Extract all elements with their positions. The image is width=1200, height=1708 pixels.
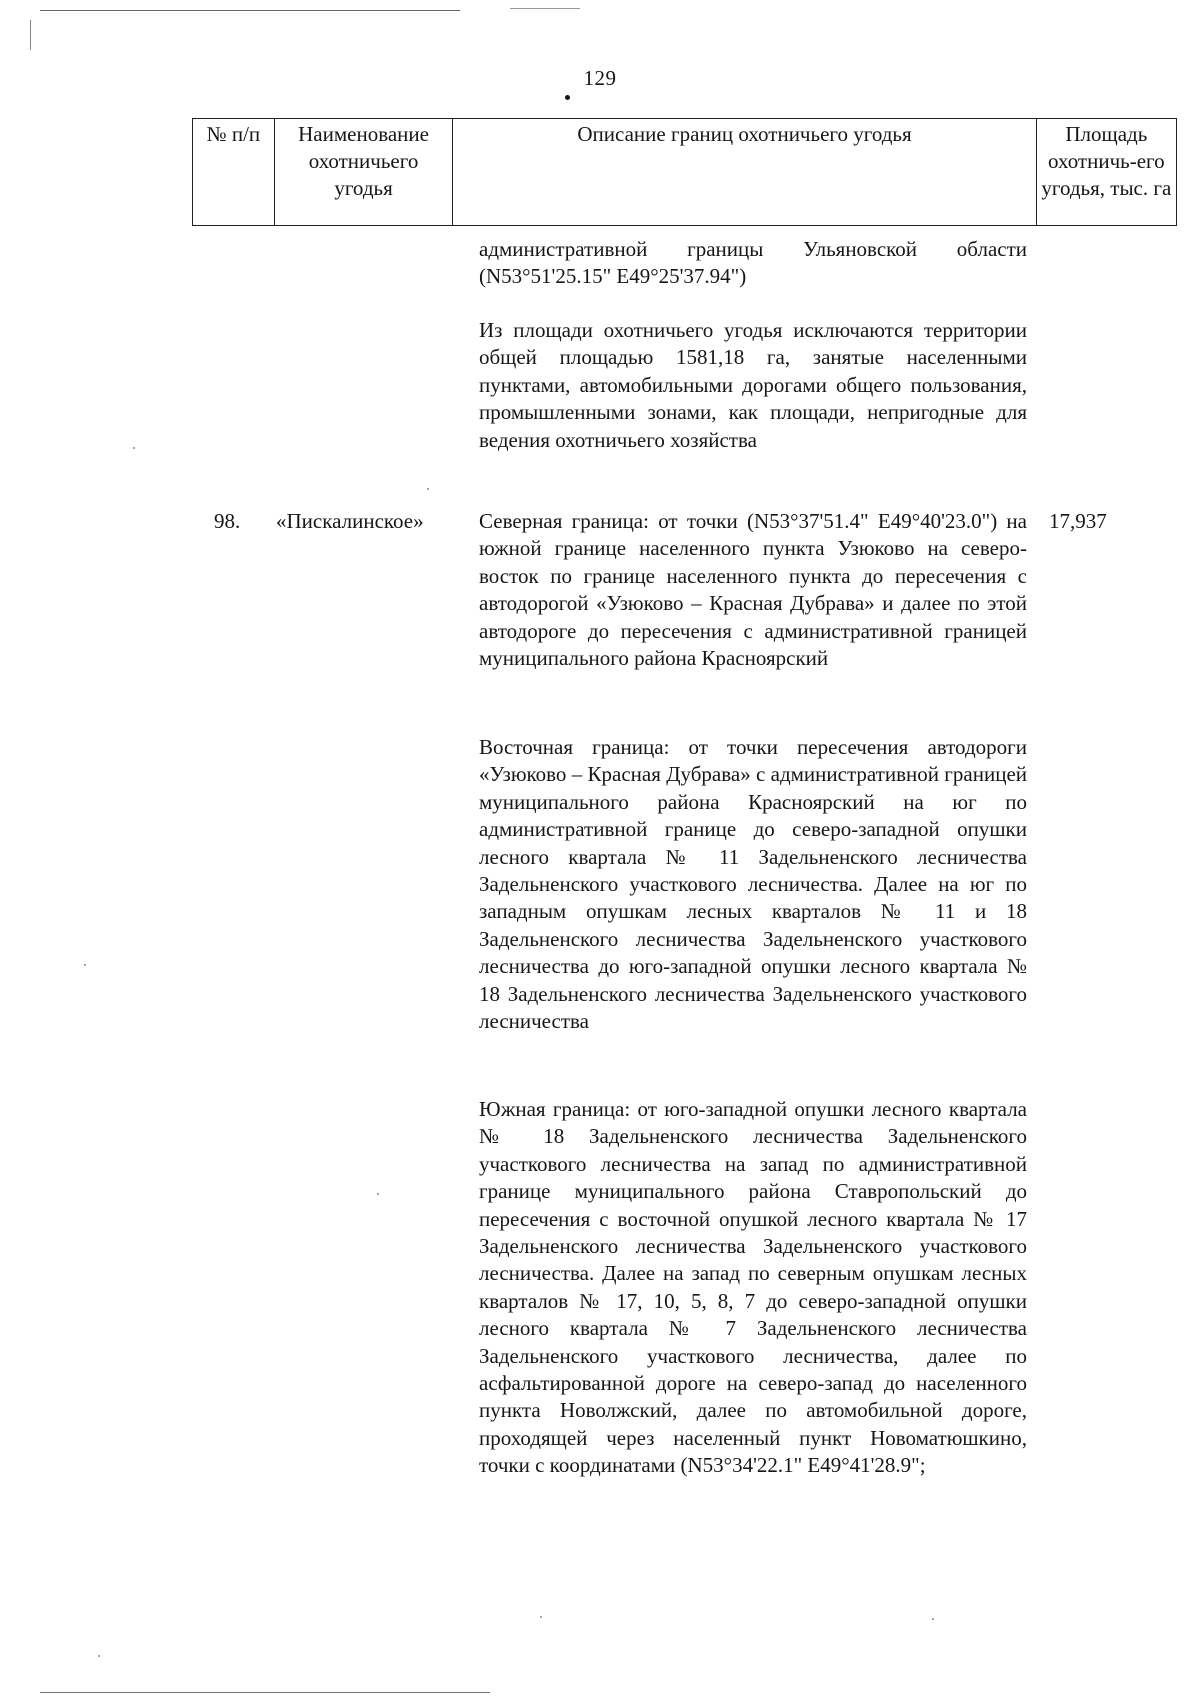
entry-name: «Пискалинское» xyxy=(276,509,424,533)
speck xyxy=(540,1616,542,1618)
speck xyxy=(427,488,429,490)
north-boundary: Северная граница: от точки (N53°37'51.4" E49°40'23.0") на южной границе населенного пункта Узюково на северо-восток по границе населенного пункта до пересечения с автодорогой «Узюково – Красная Дубрава» и далее по этой автодороге до пересечения с административной границей муниципального района Красноярский xyxy=(479,509,1027,671)
header-area: Площадь охотничь-его угодья, тыс. га xyxy=(1036,119,1176,226)
prev-entry-exclusion: Из площади охотничьего угодья исключаются территории общей площадью 1581,18 га, занятые населенными пунктами, автомобильными дорогами общего пользования, промышленными зонами, как площади, непригодные для ведения охотничьего хозяйства xyxy=(479,318,1027,452)
header-number: № п/п xyxy=(193,119,275,226)
speck xyxy=(98,1655,100,1657)
header-row xyxy=(193,119,1177,226)
speck xyxy=(932,1618,934,1620)
speck xyxy=(133,447,135,449)
east-boundary: Восточная граница: от точки пересечения автодороги «Узюково – Красная Дубрава» с административной границей муниципального района Красноярский на юг по административной границе до северо-западной опушки лесного квартала № 11 Задельненского лесничества Задельненского участкового лесничества. Далее на юг по западным опушкам лесных кварталов № 11 и 18 Задельненского лесничества Задельненского участкового лесничества до юго-западной опушки лесного квартала № 18 Задельненского лесничества Задельненского участкового лесничества xyxy=(479,735,1027,1034)
entry-area: 17,937 xyxy=(1049,509,1107,533)
table-header xyxy=(192,118,1177,226)
scan-edge-top xyxy=(40,10,460,11)
page-number: 129 xyxy=(583,66,617,90)
south-boundary: Южная граница: от юго-западной опушки лесного квартала № 18 Задельненского лесничества Задельненского участкового лесничества на запад по административной границе муниципального района Ставропольский до пересечения с восточной опушкой лесного квартала № 17 Задельненского лесничества Задельненского участкового лесничества. Далее на запад по северным опушкам лесных кварталов № 17, 10, 5, 8, 7 до северо-западной опушки лесного квартала № 7 Задельненского лесничества Задельненского участкового лесничества, далее по асфальтированной дороге на северо-запад до населенного пункта Новолжский, далее по автомобильной дороге, проходящей через населенный пункт Новоматюшкино, точки с координатами (N53°34'22.1" E49°41'28.9"; xyxy=(479,1097,1027,1478)
scan-edge-bottom xyxy=(40,1692,490,1693)
speck xyxy=(84,964,86,966)
speck xyxy=(377,1193,379,1195)
scan-edge-left xyxy=(30,20,31,50)
header-name: Наименование охотничьего угодья xyxy=(274,119,453,226)
scan-edge-top-right xyxy=(510,8,580,9)
page-mark-dot xyxy=(565,95,570,100)
header-description: Описание границ охотничьего угодья xyxy=(453,119,1036,226)
entry-number: 98. xyxy=(214,509,241,533)
prev-entry-continuation: административной границы Ульяновской области (N53°51'25.15" E49°25'37.94") xyxy=(479,237,1027,289)
